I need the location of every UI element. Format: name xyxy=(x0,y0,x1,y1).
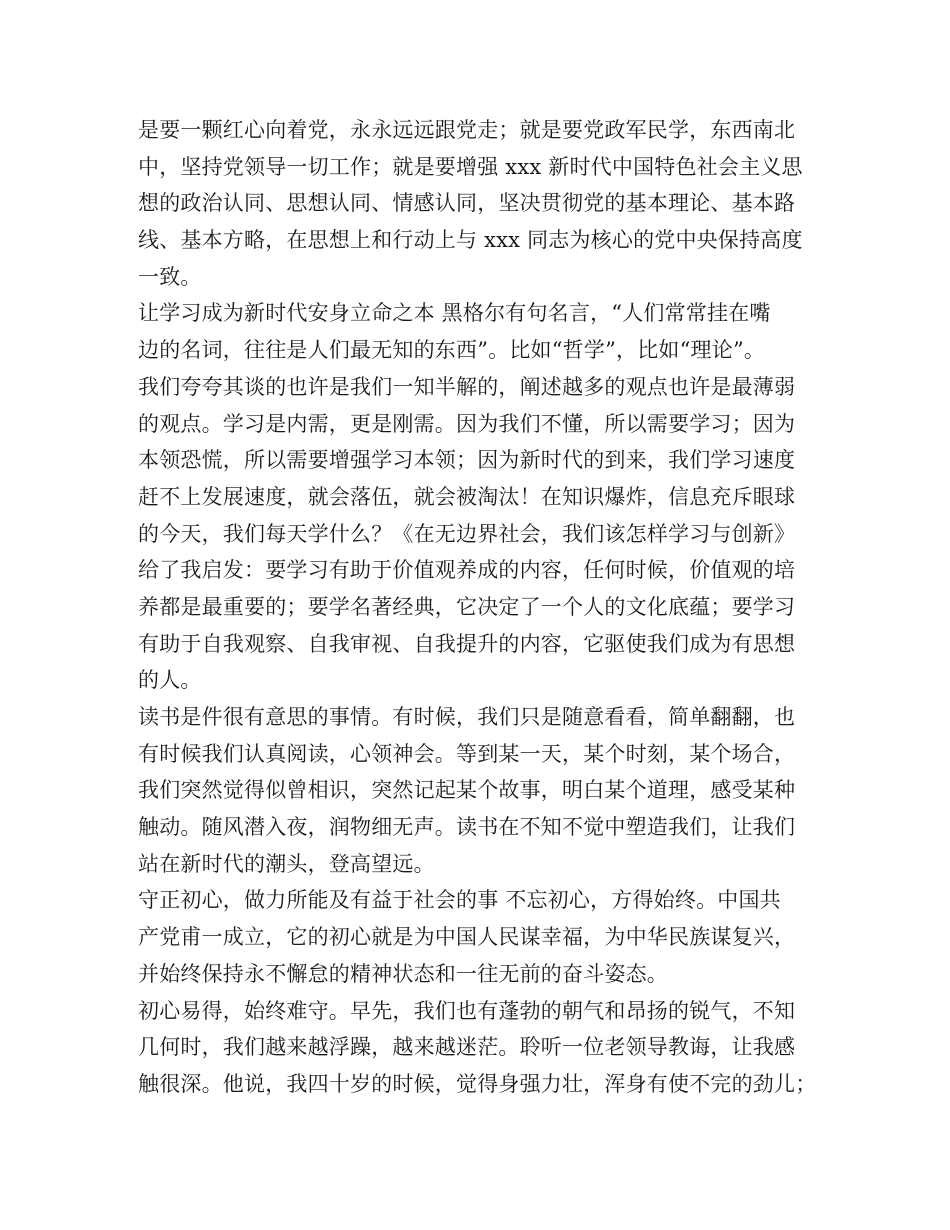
text-line: 中，坚持党领导一切工作；就是要增强 xxx 新时代中国特色社会主义思 xyxy=(138,154,803,179)
body-text xyxy=(138,112,828,1103)
text-line: 站在新时代的潮头，登高望远。 xyxy=(138,851,435,876)
text-line: 守正初心，做力所能及有益于社会的事 不忘初心，方得始终。中国共 xyxy=(138,888,781,913)
text-line: 线、基本方略，在思想上和行动上与 xxx 同志为核心的党中央保持高度 xyxy=(138,228,803,253)
text-line: 几何时，我们越来越浮躁，越来越迷茫。聆听一位老领导教诲，让我感 xyxy=(138,1035,796,1060)
text-line: 有时候我们认真阅读，心领神会。等到某一天，某个时刻，某个场合， xyxy=(138,741,796,766)
text-line: 一致。 xyxy=(138,264,202,289)
text-line: 触很深。他说，我四十岁的时候，觉得身强力壮，浑身有使不完的劲儿； xyxy=(138,1071,817,1096)
text-line: 触动。随风潜入夜，润物细无声。读书在不知不觉中塑造我们，让我们 xyxy=(138,815,796,840)
text-line: 并始终保持永不懈怠的精神状态和一往无前的奋斗姿态。 xyxy=(138,961,668,986)
text-line: 让学习成为新时代安身立命之本 黑格尔有句名言，“人们常常挂在嘴 xyxy=(138,301,771,326)
text-line: 我们突然觉得似曾相识，突然记起某个故事，明白某个道理，感受某种 xyxy=(138,778,796,803)
text-line: 养都是最重要的；要学名著经典，它决定了一个人的文化底蕴；要学习 xyxy=(138,594,796,619)
text-line: 我们夸夸其谈的也许是我们一知半解的，阐述越多的观点也许是最薄弱 xyxy=(138,374,796,399)
text-line: 给了我启发：要学习有助于价值观养成的内容，任何时候，价值观的培 xyxy=(138,558,796,583)
text-line: 想的政治认同、思想认同、情感认同，坚决贯彻党的基本理论、基本路 xyxy=(138,191,796,216)
text-line: 边的名词，往往是人们最无知的东西”。比如“哲学”，比如“理论”。 xyxy=(138,338,766,363)
text-line: 赶不上发展速度，就会落伍，就会被淘汰！在知识爆炸，信息充斥眼球 xyxy=(138,484,796,509)
text-line: 的今天，我们每天学什么？《在无边界社会，我们该怎样学习与创新》 xyxy=(138,521,796,546)
text-line: 的观点。学习是内需，更是刚需。因为我们不懂，所以需要学习；因为 xyxy=(138,411,796,436)
text-line: 读书是件很有意思的事情。有时候，我们只是随意看看，简单翻翻，也 xyxy=(138,705,796,729)
text-line: 本领恐慌，所以需要增强学习本领；因为新时代的到来，我们学习速度 xyxy=(138,448,796,473)
text-line: 是要一颗红心向着党，永永远远跟党走；就是要党政军民学，东西南北 xyxy=(138,118,796,142)
text-line: 的人。 xyxy=(138,668,202,693)
text-line: 初心易得，始终难守。早先，我们也有蓬勃的朝气和昂扬的锐气，不知 xyxy=(138,998,796,1023)
text-line: 产党甫一成立，它的初心就是为中国人民谋幸福，为中华民族谋复兴， xyxy=(138,925,796,950)
text-line: 有助于自我观察、自我审视、自我提升的内容，它驱使我们成为有思想 xyxy=(138,631,796,656)
